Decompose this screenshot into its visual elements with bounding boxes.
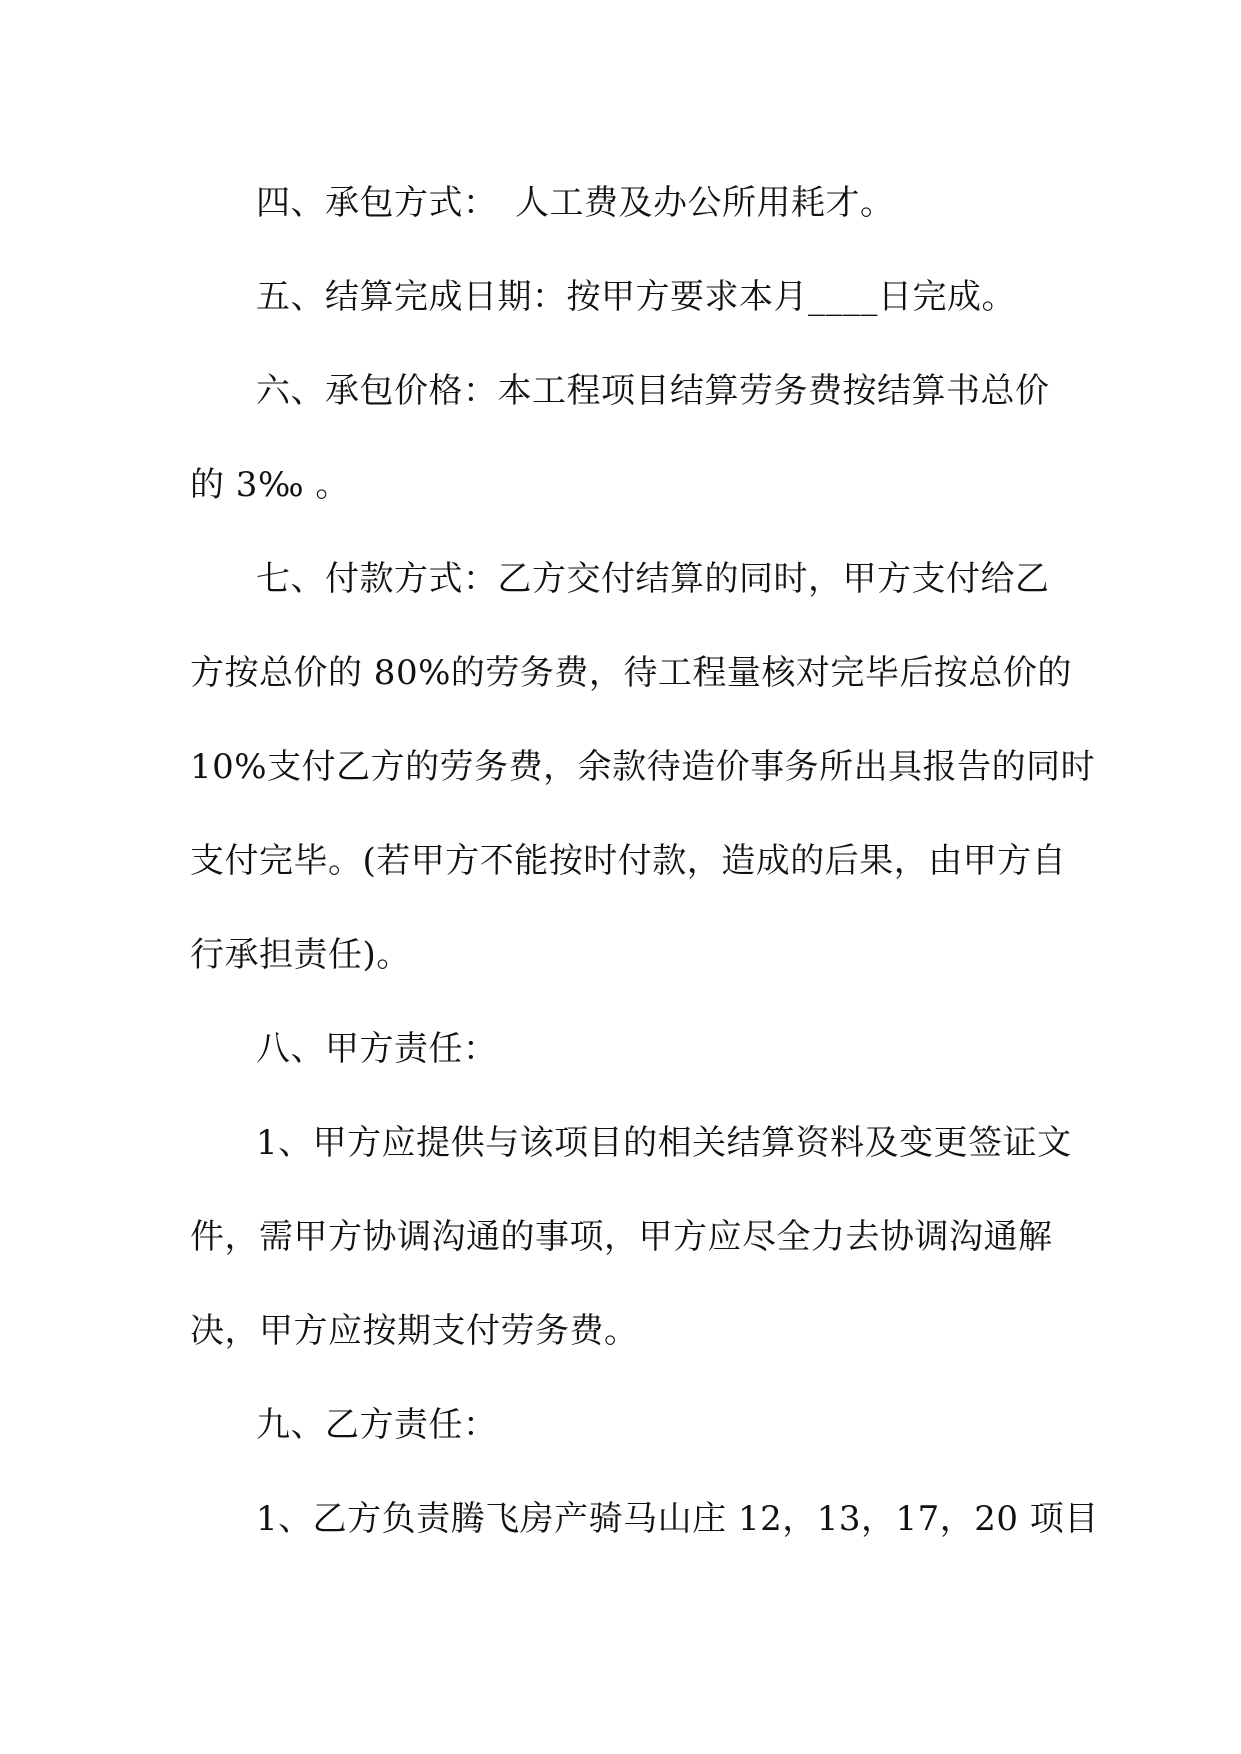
clause-7-payment-method-cont-3: 支付完毕。(若甲方不能按时付款，造成的后果，由甲方自 [190,841,1067,881]
clause-6-contract-price-cont: 的 3‰ 。 [190,465,350,505]
clause-9-heading: 九、乙方责任： [256,1405,498,1445]
clause-8-item-1-cont-1: 件，需甲方协调沟通的事项，甲方应尽全力去协调沟通解 [190,1217,1053,1257]
clause-5-settlement-date: 五、结算完成日期：按甲方要求本月____日完成。 [256,277,1016,317]
clause-8-item-1: 1、甲方应提供与该项目的相关结算资料及变更签证文 [256,1123,1072,1163]
clause-4-contract-method: 四、承包方式： 人工费及办公所用耗才。 [256,183,895,223]
clause-8-item-1-cont-2: 决，甲方应按期支付劳务费。 [190,1311,639,1351]
clause-7-payment-method-cont-2: 10%支付乙方的劳务费，余款待造价事务所出具报告的同时 [190,747,1096,787]
clause-8-heading: 八、甲方责任： [256,1029,498,1069]
clause-7-payment-method-cont-4: 行承担责任)。 [190,935,411,975]
clause-9-item-1: 1、乙方负责腾飞房产骑马山庄 12，13，17，20 项目 [256,1499,1099,1539]
clause-7-payment-method: 七、付款方式：乙方交付结算的同时，甲方支付给乙 [256,559,1050,599]
clause-6-contract-price: 六、承包价格：本工程项目结算劳务费按结算书总价 [256,371,1050,411]
clause-7-payment-method-cont-1: 方按总价的 80%的劳务费，待工程量核对完毕后按总价的 [190,653,1072,693]
